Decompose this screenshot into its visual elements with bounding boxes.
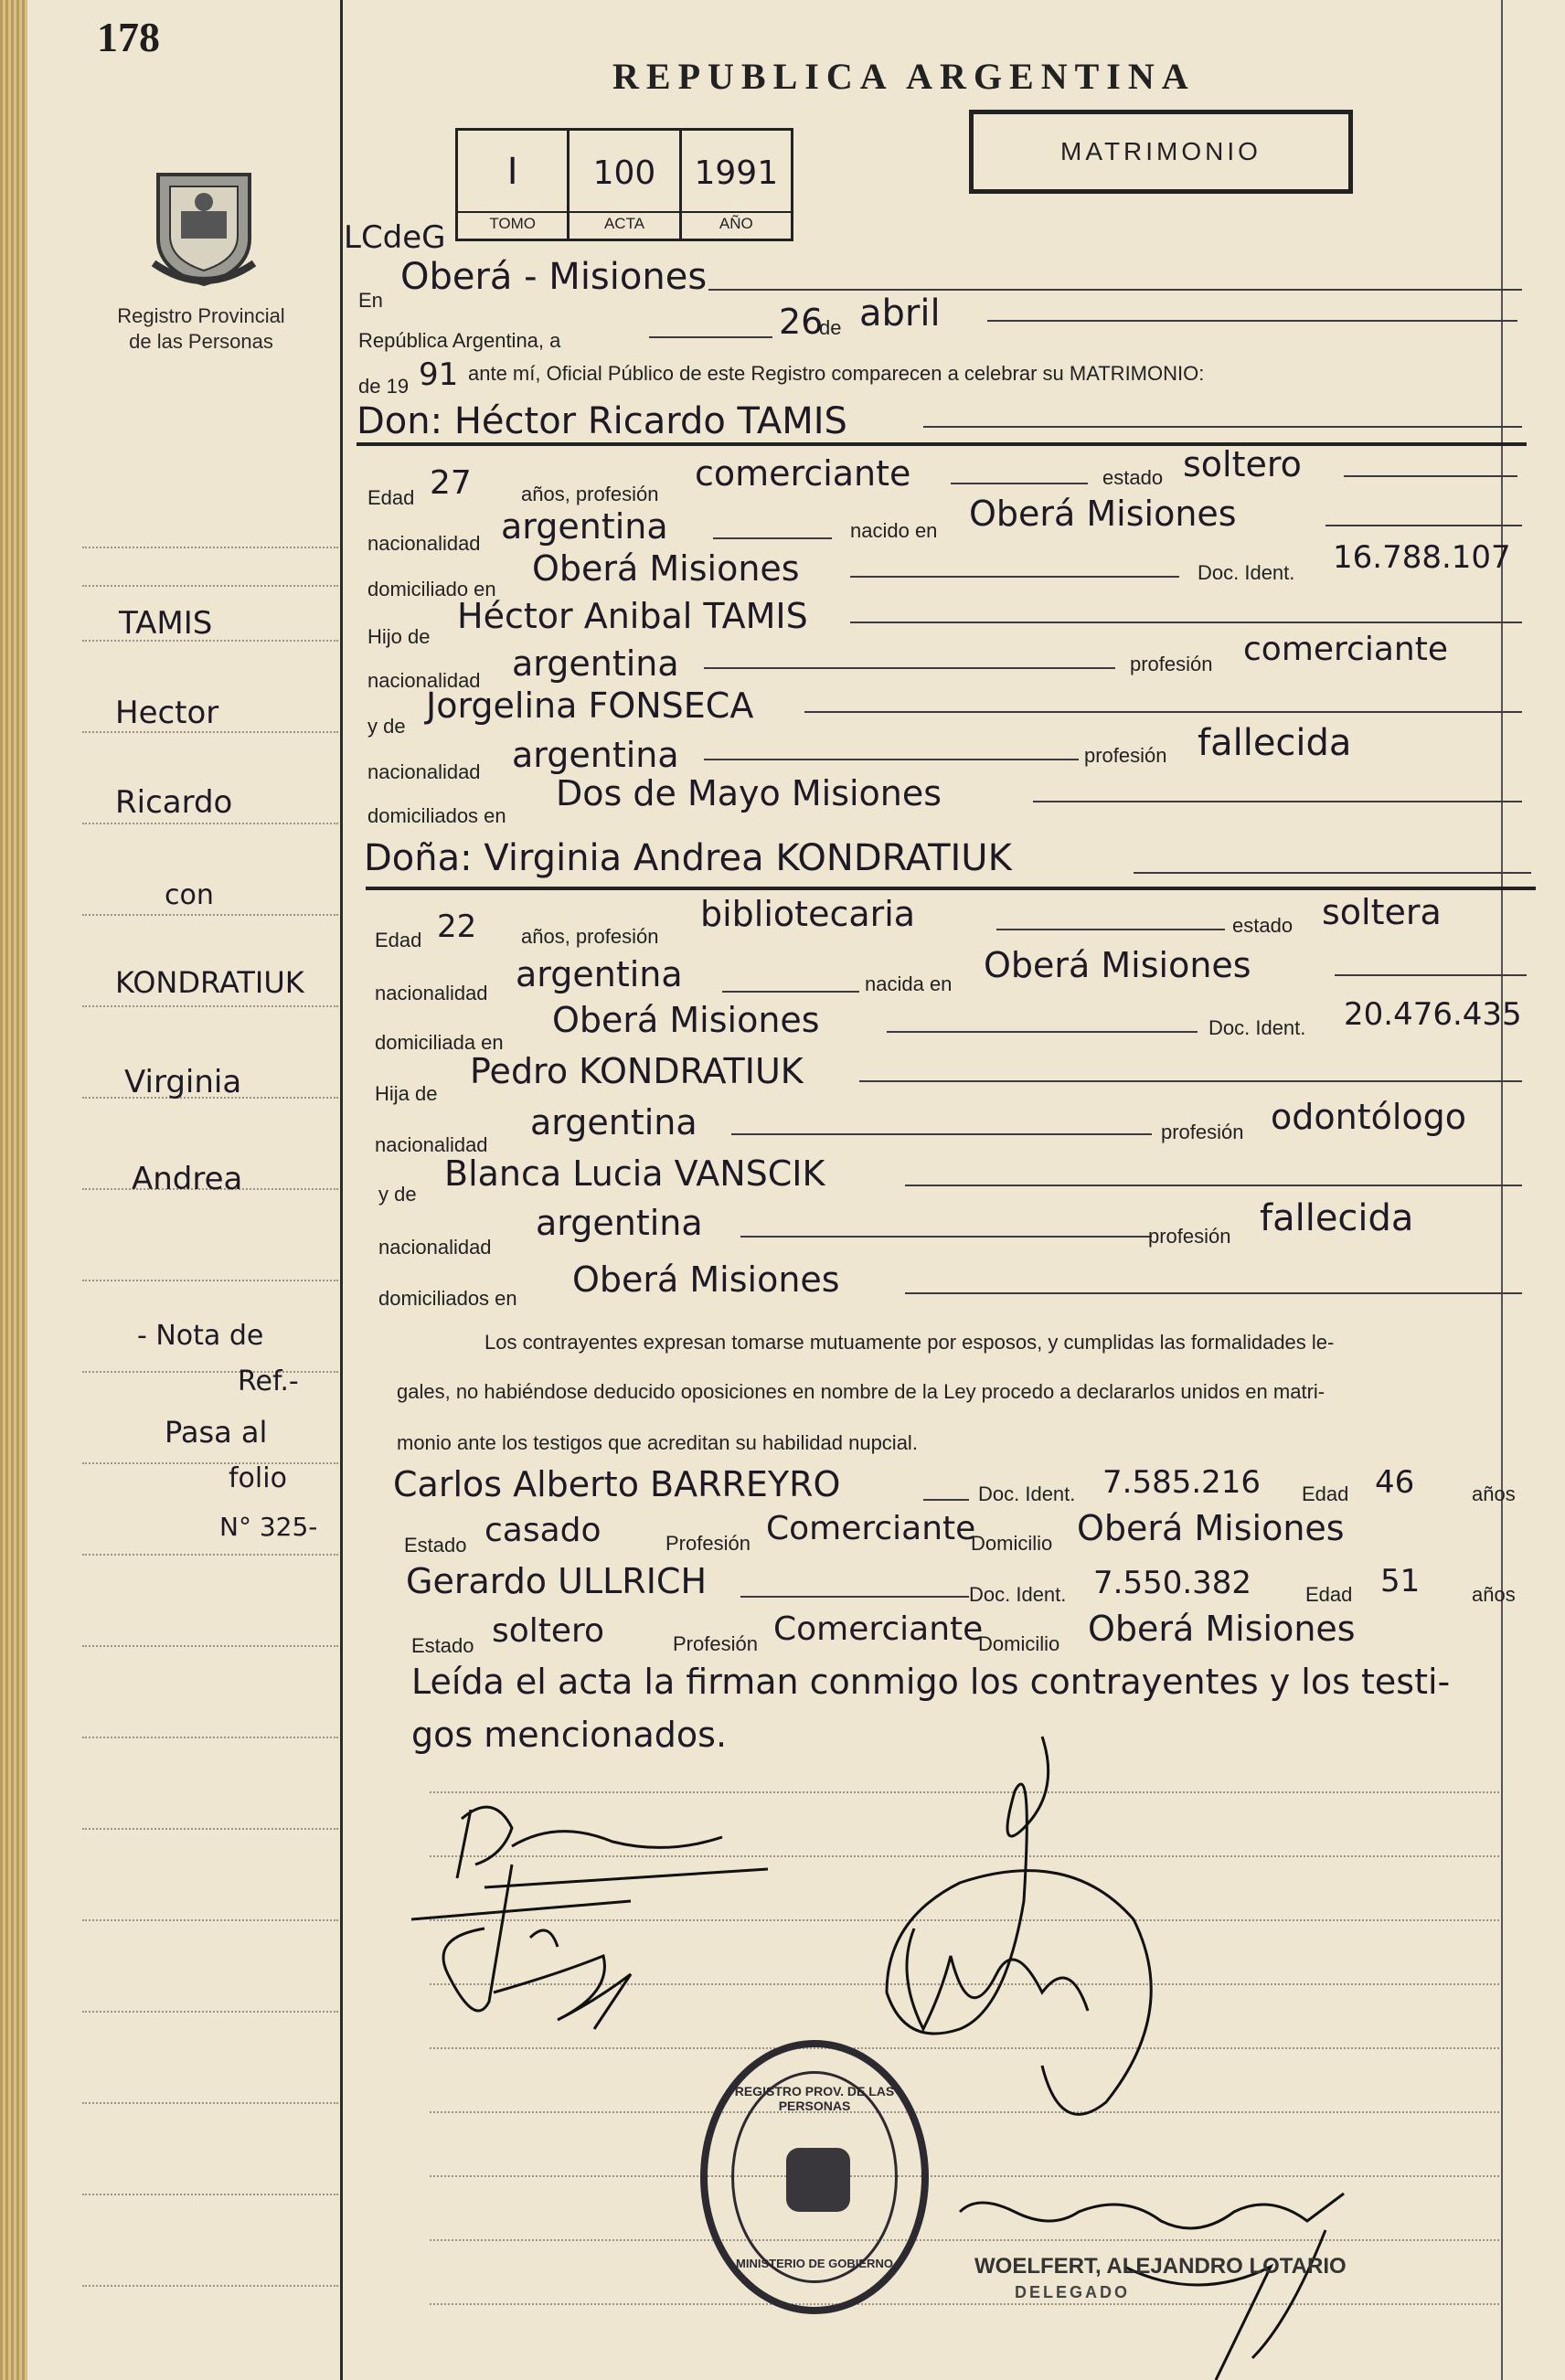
act-place: Oberá - Misiones: [400, 256, 708, 298]
bride-anos-label: años, profesión: [521, 925, 659, 948]
bride-mother-nationality: argentina: [536, 1203, 703, 1243]
bride-parents-residence: Oberá Misiones: [572, 1259, 840, 1300]
margin-bride-second: Andrea: [132, 1161, 243, 1197]
groom-dom-label: domiciliado en: [367, 578, 496, 600]
witness1-age: 46: [1375, 1464, 1415, 1501]
margin-ref-line1: - Nota de: [137, 1320, 264, 1352]
tomo-value: I: [506, 151, 518, 193]
groom-mother-nationality: argentina: [512, 735, 679, 775]
groom-civil-status: soltero: [1183, 444, 1302, 484]
margin-ref-line4: folio: [229, 1462, 287, 1494]
provincial-seal-icon: [144, 161, 263, 289]
groom-doc-id: 16.788.107: [1333, 539, 1511, 576]
anio-label: AÑO: [682, 211, 791, 233]
groom-estado-label: estado: [1102, 466, 1164, 489]
groom-nat-label: nacionalidad: [367, 532, 481, 555]
bride-nat-label: nacionalidad: [375, 982, 488, 1004]
witness2-prof-label: Profesión: [673, 1632, 758, 1655]
act-year-suffix: 91: [419, 356, 459, 393]
groom-parents-residence: Dos de Mayo Misiones: [556, 773, 942, 813]
bride-birthplace: Oberá Misiones: [984, 945, 1251, 985]
groom-mother-occupation: fallecida: [1198, 722, 1352, 764]
bride-father-prof-label: profesión: [1161, 1121, 1244, 1143]
witness1-name: Carlos Alberto BARREYRO: [393, 1464, 841, 1504]
bride-residence: Oberá Misiones: [552, 1000, 820, 1040]
register-page: [27, 0, 1565, 2380]
acta-label: ACTA: [570, 211, 678, 233]
groom-father-name: Héctor Anibal TAMIS: [457, 596, 808, 636]
groom-mother-nat-label: nacionalidad: [367, 760, 481, 783]
groom-mother-name: Jorgelina FONSECA: [426, 685, 754, 726]
witness1-estado-label: Estado: [404, 1534, 467, 1557]
record-id-box: [455, 128, 793, 241]
bride-mother-prof-label: profesión: [1148, 1225, 1231, 1248]
groom-edad-label: Edad: [367, 486, 415, 509]
bride-doc-id: 20.476.435: [1344, 996, 1522, 1033]
de-label: de: [819, 316, 842, 339]
registry-name: Registro Provincial de las Personas: [117, 304, 285, 353]
groom-doc-label: Doc. Ident.: [1198, 561, 1295, 584]
margin-ref-line2: Ref.-: [238, 1365, 299, 1397]
anio-cell: [682, 131, 791, 239]
year-prefix: de 19: [358, 375, 410, 398]
right-border: [1501, 0, 1503, 2380]
margin-first-name: Hector: [115, 695, 219, 731]
groom-birthplace: Oberá Misiones: [969, 494, 1237, 534]
witness2-doc-label: Doc. Ident.: [969, 1583, 1067, 1606]
bride-estado-label: estado: [1232, 914, 1294, 937]
declaration-line-3: monio ante los testigos que acreditan su habilidad nupcial.: [397, 1431, 918, 1454]
groom-father-prof-label: profesión: [1130, 653, 1213, 675]
officer-name: WOELFERT, ALEJANDRO LOTARIO: [974, 2254, 1347, 2279]
republica-label: República Argentina, a: [358, 329, 561, 352]
bride-nacida-label: nacida en: [865, 972, 953, 995]
witness1-anos-label: años: [1472, 1482, 1516, 1505]
closing-line-2: gos mencionados.: [411, 1715, 728, 1755]
bride-name: Virginia Andrea KONDRATIUK: [484, 837, 1012, 879]
tomo-label: TOMO: [458, 211, 567, 233]
witness2-edad-label: Edad: [1305, 1583, 1353, 1606]
bride-parents-dom-label: domiciliados en: [378, 1287, 517, 1310]
bride-hija-label: Hija de: [375, 1082, 438, 1105]
declaration-line-1: Los contrayentes expresan tomarse mutuamente por esposos, y cumplidas las formalidades le-: [484, 1331, 1335, 1354]
witness1-civil-status: casado: [484, 1512, 602, 1549]
witness2-occupation: Comerciante: [773, 1610, 984, 1648]
margin-bride-surname: KONDRATIUK: [115, 965, 304, 1000]
bride-nationality: argentina: [516, 954, 683, 994]
bride-father-name: Pedro KONDRATIUK: [470, 1051, 804, 1091]
bride-y-de-label: y de: [378, 1183, 417, 1206]
witness1-doc-id: 7.585.216: [1102, 1464, 1262, 1501]
bride-age: 22: [437, 908, 477, 945]
groom-mother-prof-label: profesión: [1084, 744, 1167, 767]
groom-nationality: argentina: [501, 506, 668, 547]
intro-statement: ante mí, Oficial Público de este Registro comparecen a celebrar su MATRIMONIO:: [468, 362, 1205, 385]
en-label: En: [358, 289, 383, 312]
act-month: abril: [859, 292, 941, 335]
groom-residence: Oberá Misiones: [532, 548, 800, 589]
bride-father-nat-label: nacionalidad: [375, 1133, 488, 1156]
book-page-edge: [0, 0, 27, 2380]
bride-heading: [364, 837, 1012, 879]
groom-hijo-label: Hijo de: [367, 625, 431, 648]
groom-father-nationality: argentina: [512, 643, 679, 684]
tomo-cell: [458, 131, 570, 239]
witness2-doc-id: 7.550.382: [1093, 1565, 1252, 1601]
bride-father-occupation: odontólogo: [1271, 1097, 1467, 1137]
groom-nacido-label: nacido en: [850, 519, 938, 542]
groom-y-de-label: y de: [367, 715, 406, 738]
bride-doc-label: Doc. Ident.: [1208, 1016, 1306, 1039]
registry-stamp: [700, 2040, 929, 2314]
margin-ref-line3: Pasa al: [165, 1415, 268, 1450]
witness2-residence: Oberá Misiones: [1088, 1609, 1356, 1649]
margin-surname: TAMIS: [119, 605, 213, 642]
act-type-box: [969, 110, 1353, 194]
witness1-occupation: Comerciante: [766, 1510, 976, 1547]
groom-heading: [357, 400, 847, 442]
witness1-prof-label: Profesión: [665, 1532, 751, 1555]
act-type-label: MATRIMONIO: [1060, 137, 1262, 165]
acta-value: 100: [592, 154, 656, 192]
bride-mother-name: Blanca Lucia VANSCIK: [444, 1153, 825, 1194]
bride-mother-occupation: fallecida: [1260, 1197, 1414, 1239]
witness1-residence: Oberá Misiones: [1077, 1508, 1345, 1548]
margin-second-name: Ricardo: [115, 784, 233, 821]
country-title: REPUBLICA ARGENTINA: [612, 56, 1196, 97]
bride-civil-status: soltera: [1322, 892, 1442, 932]
margin-bride-first: Virginia: [124, 1064, 242, 1100]
witness1-doc-label: Doc. Ident.: [978, 1482, 1076, 1505]
bride-mother-nat-label: nacionalidad: [378, 1236, 492, 1259]
bride-dom-label: domiciliada en: [375, 1031, 504, 1054]
groom-parents-dom-label: domiciliados en: [367, 804, 506, 827]
groom-father-occupation: comerciante: [1243, 631, 1448, 668]
groom-age: 27: [430, 464, 472, 502]
witness2-civil-status: soltero: [492, 1612, 605, 1650]
witness2-age: 51: [1380, 1563, 1421, 1599]
margin-divider: [340, 0, 343, 2380]
stamp-bottom-text: MINISTERIO DE GOBIERNO: [736, 2257, 893, 2270]
officer-title: DELEGADO: [1015, 2283, 1131, 2301]
office-code: LCdeG: [344, 219, 446, 256]
bride-occupation: bibliotecaria: [700, 894, 916, 934]
anio-value: 1991: [694, 154, 779, 192]
witness1-dom-label: Domicilio: [971, 1532, 1053, 1555]
act-day: 26: [779, 302, 824, 342]
closing-line-1: Leída el acta la firman conmigo los contrayentes y los testi-: [411, 1662, 1451, 1702]
margin-con: con: [165, 879, 214, 911]
witness2-name: Gerardo ULLRICH: [406, 1561, 708, 1601]
witness2-estado-label: Estado: [411, 1634, 474, 1657]
groom-father-nat-label: nacionalidad: [367, 669, 481, 692]
acta-cell: [570, 131, 681, 239]
don-label: Don:: [357, 400, 443, 442]
declaration-line-2: gales, no habiéndose deducido oposiciones en nombre de la Ley procedo a declararlos unidos en matri-: [397, 1380, 1325, 1403]
witness2-anos-label: años: [1472, 1583, 1516, 1606]
bride-father-nationality: argentina: [530, 1102, 697, 1142]
folio-number: 178: [97, 14, 160, 60]
groom-name: Héctor Ricardo TAMIS: [453, 400, 847, 442]
stamp-ring-text: REGISTRO PROV. DE LAS PERSONAS: [734, 2084, 895, 2113]
witness1-edad-label: Edad: [1302, 1482, 1349, 1505]
groom-anos-label: años, profesión: [521, 483, 659, 505]
bride-edad-label: Edad: [375, 929, 422, 951]
witness2-dom-label: Domicilio: [978, 1632, 1060, 1655]
dona-label: Doña:: [364, 837, 473, 879]
groom-occupation: comerciante: [695, 453, 911, 494]
margin-ref-line5: N° 325-: [219, 1512, 318, 1542]
